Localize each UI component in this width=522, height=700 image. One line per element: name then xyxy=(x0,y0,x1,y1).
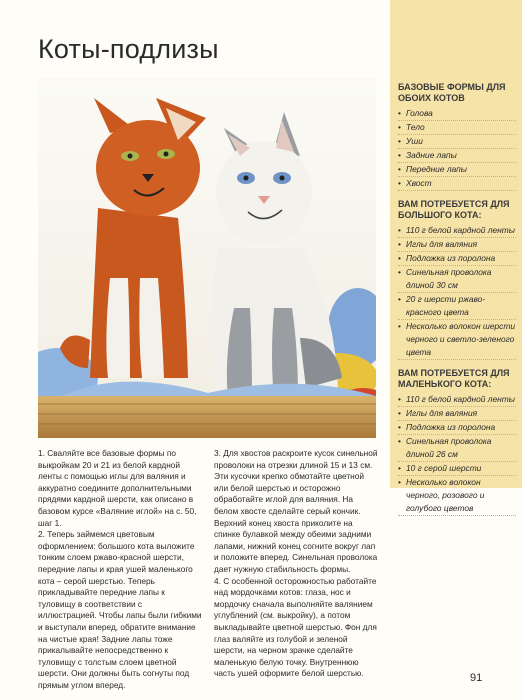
list-item: • Голова xyxy=(398,107,516,121)
instruction-text: 3. Для хвостов раскроите кусок синельной проволоки на отрезки длиной 15 и 13 см. Эти кусочки крепко обмотайте цветной или белой шерстью и осторожно обработайте иглой для валяния. На белом хвосте сделайте серый кончик. Верхний конец хвоста приколите на спинке булавкой между обеими задними лапами, нижний конец согните вокруг лап и положите вперед. Синельная проволока дает нужную стабильность формы. 4. С особенной осторожностью работайте над мордочками котов: глаза, нос и мордочку сначала выполняйте валянием углублений (см. выкройку), а потом выкладывайте цветной шерстью. Фон для глаз валяйте из голубой и зеленой шерсти, на черном зрачке сделайте маленькую белую точку. Внутреннюю часть ушей оформите белой шерстью. xyxy=(214,448,378,679)
list-item: • Подложка из поролона xyxy=(398,252,516,266)
sidebar-heading: БАЗОВЫЕ ФОРМЫ ДЛЯ ОБОИХ КОТОВ xyxy=(398,82,506,103)
list-item: • Иглы для валяния xyxy=(398,238,516,252)
list-item: • Передние лапы xyxy=(398,163,516,177)
instructions xyxy=(38,448,378,691)
instructions-column-2 xyxy=(214,448,378,691)
page-number: 91 xyxy=(470,672,483,684)
list-item: • 110 г белой кардной ленты xyxy=(398,393,516,407)
sidebar-section-base-forms xyxy=(398,82,516,191)
sidebar-section-small-cat xyxy=(398,368,516,516)
sidebar-section-big-cat xyxy=(398,199,516,360)
instructions-column-1 xyxy=(38,448,202,691)
list-item: • Подложка из поролона xyxy=(398,421,516,435)
page-title: Коты-подлизы xyxy=(38,34,219,64)
list-item: • 20 г шерсти ржаво-красного цвета xyxy=(398,293,516,320)
list-item: • Хвост xyxy=(398,177,516,191)
felted-cats-photo xyxy=(38,78,376,438)
sidebar-heading: ВАМ ПОТРЕБУЕТСЯ ДЛЯ БОЛЬШОГО КОТА: xyxy=(398,199,510,220)
list-item: • Несколько волокон шерсти черного и светло-зеленого цвета xyxy=(398,320,516,360)
cats-illustration xyxy=(38,78,376,438)
list-item: • Несколько волокон черного, розового и голубого цветов xyxy=(398,476,516,516)
list-item: • Иглы для валяния xyxy=(398,407,516,421)
list-item: • Задние лапы xyxy=(398,149,516,163)
list-item: • Уши xyxy=(398,135,516,149)
sidebar-heading: ВАМ ПОТРЕБУЕТСЯ ДЛЯ МАЛЕНЬКОГО КОТА: xyxy=(398,368,510,389)
list-item: • 110 г белой кардной ленты xyxy=(398,224,516,238)
materials-sidebar xyxy=(390,0,522,513)
basket xyxy=(38,396,376,438)
list-item: • Тело xyxy=(398,121,516,135)
list-item: • Синельная проволока длиной 30 см xyxy=(398,266,516,293)
list-item: • Синельная проволока длиной 26 см xyxy=(398,435,516,462)
instruction-text: 1. Сваляйте все базовые формы по выкройкам 20 и 21 из белой кардной ленты с помощью иглы для валяния и аккуратно соедините дополнительными прядями кардной шерсти, как описано в базовом курсе «Валяние иглой» на с. 50, шаг 1. 2. Теперь займемся цветовым оформлением: большого кота выложите тонким слоем ржаво-красной шерсти, передние лапы и края ушей маленького кота – серой шерстью. Теперь прикладывайте передние лапы к туловищу в соответствии с иллюстрацией. Чтобы лапы были гибкими и выступали вперед, обратите внимание на чистые края! Задние лапы тоже прикалывайте непосредственно к туловищу с толстым слоем цветной шерсти. Они должны быть согнуты под прямым углом вперед. xyxy=(38,448,202,690)
list-item: • 10 г серой шерсти xyxy=(398,462,516,476)
